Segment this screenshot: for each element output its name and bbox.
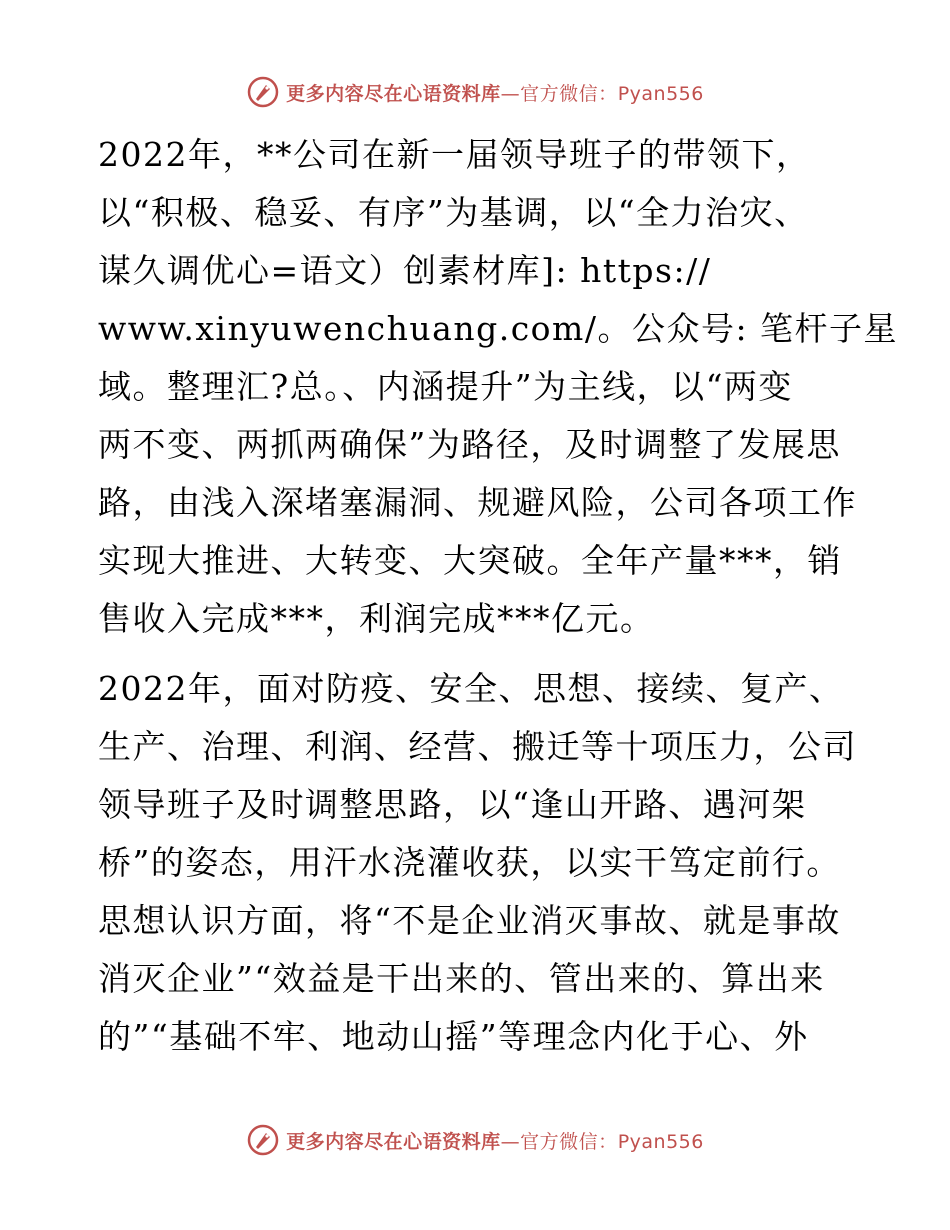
watermark-label: 官方微信：: [520, 1130, 618, 1153]
text-line: 领导班子及时调整思路，以“逢山开路、遇河架: [98, 785, 807, 824]
text-line: 两不变、两抓两确保”为路径，及时调整了发展思: [98, 425, 841, 464]
watermark-brand: 更多内容尽在心语资料库: [286, 1130, 501, 1153]
text-line: 的”“基础不牢、地动山摇”等理念内化于心、外: [98, 1017, 809, 1056]
watermark-brand: 更多内容尽在心语资料库: [286, 82, 501, 105]
text-line: 实现大推进、大转变、大突破。全年产量***，销: [98, 541, 842, 580]
watermark-handle: Pyan556: [617, 1130, 704, 1153]
pen-nib-logo-icon: [246, 1123, 280, 1157]
watermark-separator: —: [500, 82, 521, 105]
footer-watermark: [0, 1120, 950, 1160]
watermark-text: [286, 79, 704, 106]
text-line: 2022年，面对防疫、安全、思想、接续、复产、: [98, 669, 844, 708]
text-line: 消灭企业”“效益是干出来的、管出来的、算出来: [98, 959, 825, 998]
watermark-handle: Pyan556: [617, 82, 704, 105]
watermark-text: [286, 1127, 704, 1154]
pen-nib-logo-icon: [246, 75, 280, 109]
text-line: 生产、治理、利润、经营、搬迁等十项压力，公司: [98, 727, 857, 766]
text-line: 谋久调优心=语文）创素材库]: https://: [98, 251, 712, 290]
watermark-separator: —: [500, 1130, 521, 1153]
paragraph: [98, 660, 858, 1066]
text-line: 思想认识方面，将“不是企业消灭事故、就是事故: [98, 901, 841, 940]
text-line: www.xinyuwenchuang.com/。公众号: 笔杆子星: [98, 309, 899, 348]
text-line: 以“积极、稳妥、有序”为基调，以“全力治灾、: [98, 193, 809, 232]
text-line: 域。整理汇?总。、内涵提升”为主线，以“两变: [98, 367, 793, 406]
watermark-label: 官方微信：: [520, 82, 618, 105]
text-line: 桥”的姿态，用汗水浇灌收获，以实干笃定前行。: [98, 843, 841, 882]
document-body: [98, 126, 899, 1078]
paragraph: [98, 126, 899, 648]
text-line: 售收入完成***，利润完成***亿元。: [98, 599, 655, 638]
text-line: 路，由浅入深堵塞漏洞、规避风险，公司各项工作: [98, 483, 857, 522]
header-watermark: [0, 72, 950, 112]
text-line: 2022年，**公司在新一届领导班子的带领下，: [98, 135, 811, 174]
